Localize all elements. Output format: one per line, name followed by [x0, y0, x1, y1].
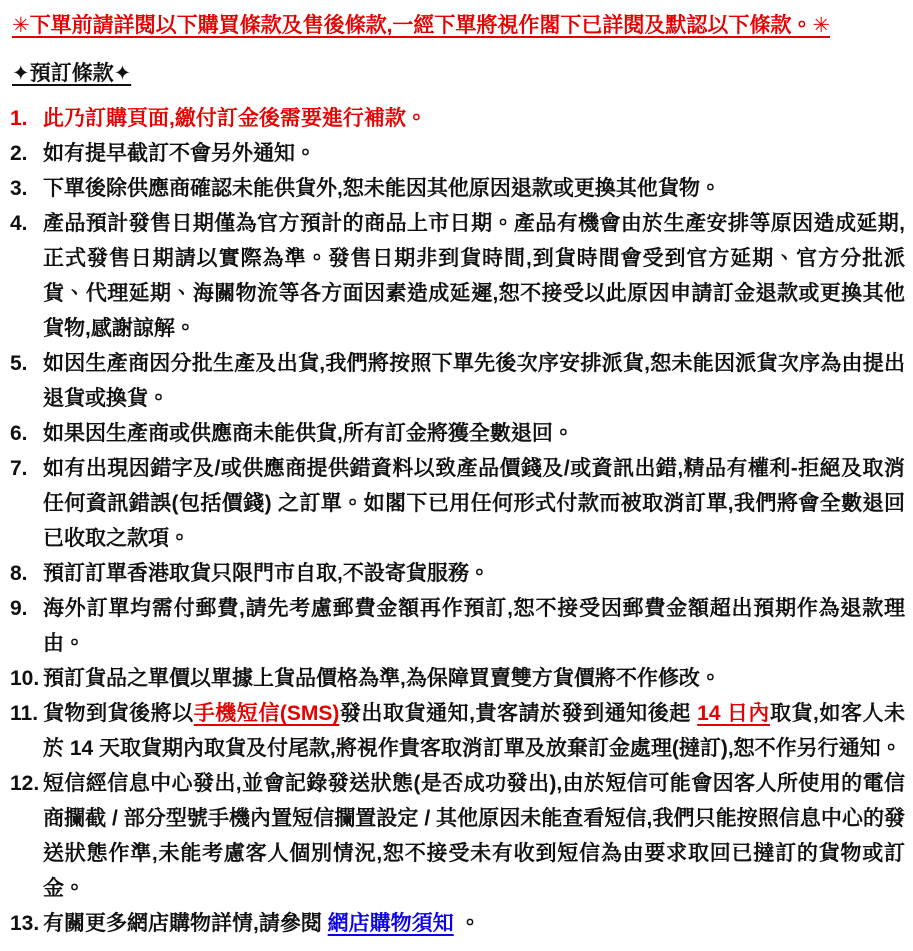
- term-item: [10, 101, 905, 136]
- term-item: [10, 591, 905, 661]
- term-item: [10, 171, 905, 206]
- term-text: [43, 661, 905, 696]
- term-number: 9.: [10, 597, 28, 620]
- term-item: [10, 556, 905, 591]
- term-segment: 預訂訂單香港取貨只限門市自取,不設寄貨服務。: [43, 562, 490, 585]
- term-number: 12.: [10, 772, 40, 795]
- term-text: [43, 136, 905, 171]
- term-text: [43, 906, 905, 941]
- term-segment: 短信經信息中心發出,並會記錄發送狀態(是否成功發出),由於短信可能會因客人所使用的電信商攔截 / 部分型號手機內置短信攔置設定 / 其他原因未能查看短信,我們只能按照信息中心的發送狀態作準,未能考慮客人個別情況,恕不接受未有收到短信為由要求取回已撻訂的貨物或訂金。: [43, 772, 905, 900]
- term-text: [43, 346, 905, 416]
- term-item: [10, 451, 905, 556]
- term-item: [10, 136, 905, 171]
- term-item: [10, 416, 905, 451]
- highlighted-red-text: 手機短信(SMS): [193, 702, 340, 725]
- term-number: 4.: [10, 212, 28, 235]
- terms-list: [10, 101, 905, 941]
- term-number: 5.: [10, 352, 28, 375]
- term-number: 7.: [10, 457, 28, 480]
- term-item: [10, 661, 905, 696]
- term-text: [43, 101, 905, 136]
- term-item: [10, 906, 905, 941]
- term-number: 2.: [10, 142, 28, 165]
- term-number: 10.: [10, 667, 40, 690]
- term-segment: 。: [453, 912, 481, 935]
- term-text: [43, 416, 905, 451]
- term-number: 13.: [10, 912, 40, 935]
- term-number: 1.: [10, 107, 28, 130]
- term-segment: 產品預計發售日期僅為官方預計的商品上市日期。產品有機會由於生產安排等原因造成延期,正式發售日期請以實際為準。發售日期非到貨時間,到貨時間會受到官方延期、官方分批派貨、代理延期、海關物流等各方面因素造成延遲,恕不接受以此原因申請訂金退款或更換其他貨物,感謝諒解。: [43, 212, 905, 340]
- section-title: ✦預訂條款✦: [12, 62, 132, 85]
- term-segment: 發出取貨通知,貴客請於發到通知後起: [339, 702, 698, 725]
- term-text: [43, 206, 905, 346]
- term-segment: 海外訂單均需付郵費,請先考慮郵費金額再作預訂,恕不接受因郵費金額超出預期作為退款理由。: [43, 597, 905, 655]
- term-text: [43, 696, 905, 766]
- term-text: [43, 171, 905, 206]
- term-number: 8.: [10, 562, 28, 585]
- term-item: [10, 766, 905, 906]
- term-text: [43, 556, 905, 591]
- term-segment: 此乃訂購頁面,繳付訂金後需要進行補款。: [43, 107, 427, 130]
- term-text: [43, 766, 905, 906]
- term-segment: 如果因生產商或供應商未能供貨,所有訂金將獲全數退回。: [43, 422, 574, 445]
- term-number: 11.: [10, 702, 39, 725]
- term-segment: 取貨,如客人未於 14 天取貨期內取貨及付尾款,將視作貴客取消訂單及放棄訂金處理(撻訂),恕不作另行通知。: [43, 702, 905, 760]
- term-segment: 如有提早截訂不會另外通知。: [43, 142, 316, 165]
- term-segment: 預訂貨品之單價以單據上貨品價格為準,為保障買賣雙方貨價將不作修改。: [43, 667, 721, 690]
- term-segment: 有關更多網店購物詳情,請參閱: [43, 912, 328, 935]
- shop-guide-link[interactable]: 網店購物須知: [327, 912, 454, 935]
- highlighted-red-text: 14 日內: [697, 702, 770, 725]
- term-number: 3.: [10, 177, 28, 200]
- term-item: [10, 696, 905, 766]
- term-segment: 如因生產商因分批生產及出貨,我們將按照下單先後次序安排派貨,恕未能因派貨次序為由提出退貨或換貨。: [43, 352, 905, 410]
- term-segment: 下單後除供應商確認未能供貨外,恕未能因其他原因退款或更換其他貨物。: [43, 177, 721, 200]
- term-text: [43, 591, 905, 661]
- term-item: [10, 206, 905, 346]
- term-item: [10, 346, 905, 416]
- term-segment: 如有出現因錯字及/或供應商提供錯資料以致產品價錢及/或資訊出錯,精品有權利-拒絕及取消任何資訊錯誤(包括價錢) 之訂單。如閣下已用任何形式付款而被取消訂單,我們將會全數退回已收取之款項。: [43, 457, 905, 550]
- term-number: 6.: [10, 422, 28, 445]
- term-segment: 貨物到貨後將以: [43, 702, 194, 725]
- purchase-notice-header: ✳下單前請詳閱以下購買條款及售後條款,一經下單將視作閣下已詳閱及默認以下條款。✳: [12, 14, 831, 37]
- term-text: [43, 451, 905, 556]
